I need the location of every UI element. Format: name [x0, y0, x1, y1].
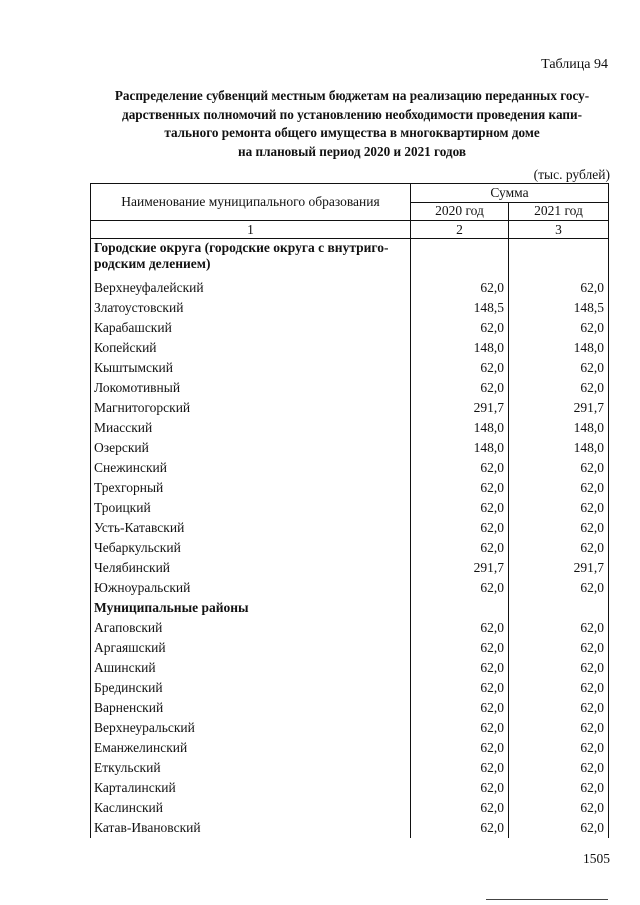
- value-2020: 62,0: [411, 818, 509, 838]
- value-2020: 148,0: [411, 418, 509, 438]
- section-header-row: [91, 598, 609, 618]
- value-2020: 62,0: [411, 678, 509, 698]
- value-2020: 148,5: [411, 298, 509, 318]
- table-row: [91, 758, 609, 778]
- value-2021: 62,0: [509, 658, 609, 678]
- value-2020: 62,0: [411, 638, 509, 658]
- value-2021: 62,0: [509, 478, 609, 498]
- value-2020: 62,0: [411, 458, 509, 478]
- municipality-name: Верхнеуральский: [91, 718, 411, 738]
- value-2020: 62,0: [411, 778, 509, 798]
- footer-rule: [486, 899, 608, 900]
- title-line: тального ремонта общего имущества в многоквартирном доме: [164, 125, 540, 140]
- value-2021: 62,0: [509, 718, 609, 738]
- municipality-name: Агаповский: [91, 618, 411, 638]
- table-row: [91, 398, 609, 418]
- section-title-line: родским делением): [94, 256, 211, 271]
- municipality-name: Снежинский: [91, 458, 411, 478]
- title-line: Распределение субвенций местным бюджетам на реализацию переданных госу-: [114, 88, 590, 103]
- table-header: [91, 184, 609, 239]
- table-row: [91, 578, 609, 598]
- table-row: [91, 418, 609, 438]
- table-row: [91, 278, 609, 298]
- table-row: [91, 338, 609, 358]
- table-row: [91, 518, 609, 538]
- municipality-name: Златоустовский: [91, 298, 411, 318]
- municipality-name: Карталинский: [91, 778, 411, 798]
- municipality-name: Верхнеуфалейский: [91, 278, 411, 298]
- municipality-name: Кыштымский: [91, 358, 411, 378]
- empty-cell: [411, 239, 509, 279]
- value-2021: 62,0: [509, 758, 609, 778]
- table-row: [91, 538, 609, 558]
- header-col-number: 3: [509, 221, 609, 239]
- empty-cell: [509, 239, 609, 279]
- municipality-name: Локомотивный: [91, 378, 411, 398]
- table-row: [91, 618, 609, 638]
- value-2021: 62,0: [509, 458, 609, 478]
- municipality-name: Брединский: [91, 678, 411, 698]
- value-2020: 62,0: [411, 358, 509, 378]
- table-row: [91, 438, 609, 458]
- value-2021: 62,0: [509, 378, 609, 398]
- municipality-name: Ашинский: [91, 658, 411, 678]
- section-title: [91, 239, 411, 279]
- municipality-name: Миасский: [91, 418, 411, 438]
- table-row: [91, 358, 609, 378]
- municipality-name: Еманжелинский: [91, 738, 411, 758]
- value-2020: 62,0: [411, 578, 509, 598]
- header-col-number: 2: [411, 221, 509, 239]
- header-year-2021: 2021 год: [509, 202, 609, 221]
- municipality-name: Трехгорный: [91, 478, 411, 498]
- table-row: [91, 298, 609, 318]
- value-2021: 62,0: [509, 738, 609, 758]
- table-row: [91, 478, 609, 498]
- municipality-name: Катав-Ивановский: [91, 818, 411, 838]
- table-row: [91, 678, 609, 698]
- value-2021: 62,0: [509, 318, 609, 338]
- table-row: [91, 738, 609, 758]
- value-2021: 62,0: [509, 698, 609, 718]
- subvention-table: [90, 183, 609, 838]
- value-2021: 291,7: [509, 398, 609, 418]
- value-2021: 62,0: [509, 518, 609, 538]
- table-row: [91, 778, 609, 798]
- header-name-column: Наименование муниципального образования: [91, 184, 411, 221]
- municipality-name: Озерский: [91, 438, 411, 458]
- empty-cell: [411, 598, 509, 618]
- municipality-name: Усть-Катавский: [91, 518, 411, 538]
- value-2021: 62,0: [509, 618, 609, 638]
- value-2021: 62,0: [509, 818, 609, 838]
- section-header-row: [91, 239, 609, 279]
- value-2020: 62,0: [411, 718, 509, 738]
- section-title: [91, 598, 411, 618]
- value-2021: 291,7: [509, 558, 609, 578]
- value-2020: 291,7: [411, 398, 509, 418]
- value-2021: 62,0: [509, 578, 609, 598]
- value-2021: 148,5: [509, 298, 609, 318]
- table-row: [91, 558, 609, 578]
- value-2021: 62,0: [509, 678, 609, 698]
- empty-cell: [509, 598, 609, 618]
- value-2021: 62,0: [509, 358, 609, 378]
- value-2020: 62,0: [411, 698, 509, 718]
- value-2020: 148,0: [411, 438, 509, 458]
- value-2021: 62,0: [509, 778, 609, 798]
- value-2020: 62,0: [411, 278, 509, 298]
- value-2020: 291,7: [411, 558, 509, 578]
- section-title-line: Муниципальные районы: [94, 600, 249, 615]
- value-2021: 148,0: [509, 418, 609, 438]
- value-2020: 62,0: [411, 538, 509, 558]
- value-2020: 62,0: [411, 758, 509, 778]
- municipality-name: Южноуральский: [91, 578, 411, 598]
- municipality-name: Челябинский: [91, 558, 411, 578]
- value-2021: 62,0: [509, 638, 609, 658]
- table-row: [91, 698, 609, 718]
- table-row: [91, 498, 609, 518]
- municipality-name: Троицкий: [91, 498, 411, 518]
- value-2020: 62,0: [411, 518, 509, 538]
- municipality-name: Чебаркульский: [91, 538, 411, 558]
- value-2020: 62,0: [411, 658, 509, 678]
- municipality-name: Карабашский: [91, 318, 411, 338]
- value-2021: 62,0: [509, 498, 609, 518]
- value-2020: 62,0: [411, 498, 509, 518]
- header-sum: Сумма: [411, 184, 609, 203]
- municipality-name: Копейский: [91, 338, 411, 358]
- value-2020: 62,0: [411, 318, 509, 338]
- municipality-name: Каслинский: [91, 798, 411, 818]
- value-2020: 148,0: [411, 338, 509, 358]
- municipality-name: Магнитогорский: [91, 398, 411, 418]
- value-2020: 62,0: [411, 798, 509, 818]
- value-2020: 62,0: [411, 738, 509, 758]
- section-title-line: Городские округа (городские округа с внутриго-: [94, 240, 389, 255]
- title-line: на плановый период 2020 и 2021 годов: [238, 143, 466, 159]
- header-year-2020: 2020 год: [411, 202, 509, 221]
- table-number-label: Таблица 94: [541, 57, 608, 72]
- unit-label: (тыс. рублей): [533, 167, 610, 182]
- table-row: [91, 658, 609, 678]
- municipality-name: Еткульский: [91, 758, 411, 778]
- title-line: дарственных полномочий по установлению необходимости проведения капи-: [122, 106, 582, 122]
- table-row: [91, 378, 609, 398]
- value-2020: 62,0: [411, 478, 509, 498]
- value-2021: 62,0: [509, 278, 609, 298]
- municipality-name: Варненский: [91, 698, 411, 718]
- table-row: [91, 458, 609, 478]
- value-2021: 62,0: [509, 798, 609, 818]
- municipality-name: Аргаяшский: [91, 638, 411, 658]
- table-row: [91, 798, 609, 818]
- document-title: [88, 87, 616, 161]
- value-2021: 148,0: [509, 438, 609, 458]
- table-row: [91, 718, 609, 738]
- value-2021: 62,0: [509, 538, 609, 558]
- table-row: [91, 318, 609, 338]
- value-2021: 148,0: [509, 338, 609, 358]
- table-row: [91, 638, 609, 658]
- header-col-number: 1: [91, 221, 411, 239]
- value-2020: 62,0: [411, 378, 509, 398]
- page-number: 1505: [583, 851, 610, 866]
- table-row: [91, 818, 609, 838]
- table-body: [91, 239, 609, 839]
- value-2020: 62,0: [411, 618, 509, 638]
